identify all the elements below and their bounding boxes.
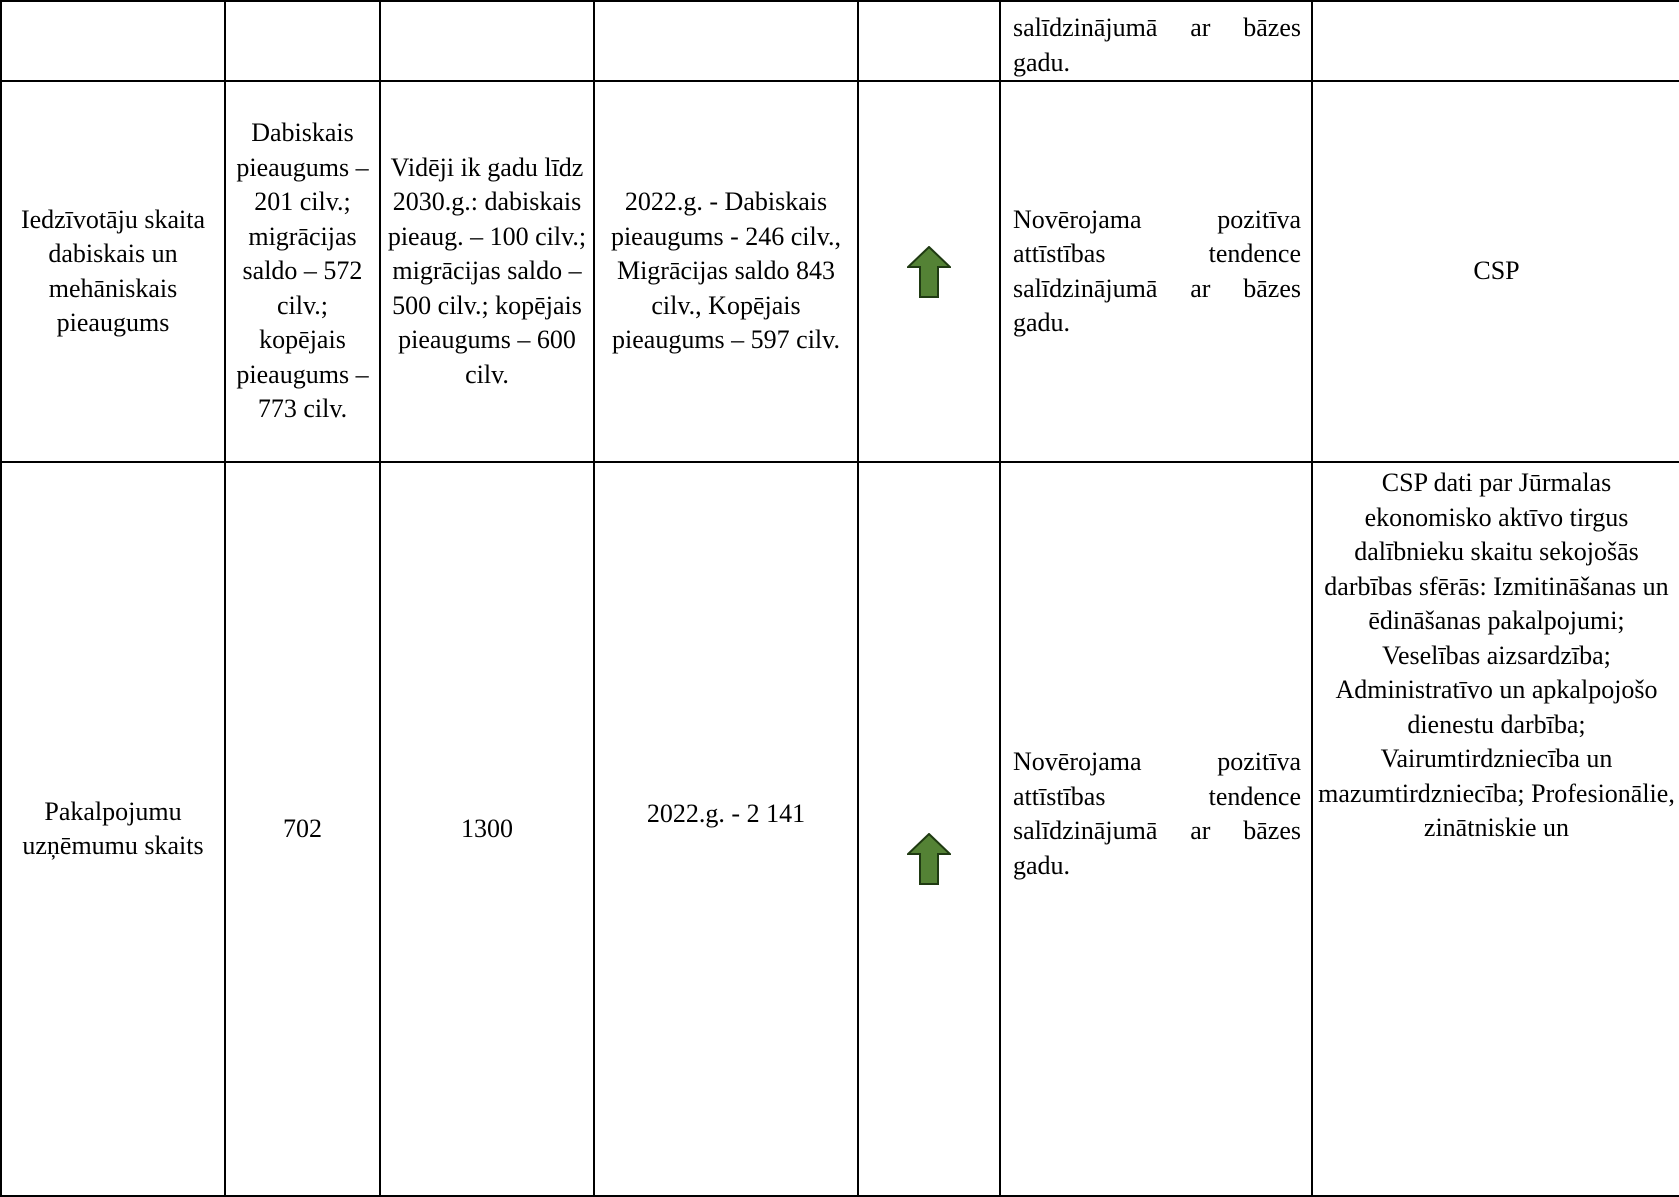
source-cell: CSP dati par Jūrmalas ekonomisko aktīvo tirgus dalībnieku skaitu sekojošās darbības sfērās: Izmitināšanas un ēdināšanas pakalpojumi; Veselības aizsardzība; Administratīvo un apkalpojošo dienestu darbība; Vairumtirdzniecība un mazumtirdzniecība; Profesionālie, zinātniskie un — [1312, 462, 1679, 1196]
indicator-cell: Pakalpojumu uzņēmumu skaits — [1, 462, 225, 1196]
base-value-cell: 702 — [225, 462, 380, 1196]
trend-cell — [858, 81, 1000, 462]
table-cell — [225, 1, 380, 81]
up-arrow-icon — [859, 833, 999, 885]
target-value-cell: Vidēji ik gadu līdz 2030.g.: dabiskais pieaug. – 100 cilv.; migrācijas saldo – 500 cilv.; kopējais pieaugums – 600 cilv. — [380, 81, 594, 462]
target-value-cell: 1300 — [380, 462, 594, 1196]
table-cell — [1000, 1, 1312, 81]
table-cell — [594, 1, 858, 81]
trend-cell — [858, 462, 1000, 1196]
table-row — [1, 1, 1679, 81]
table-cell — [1, 1, 225, 81]
table-cell — [1312, 1, 1679, 81]
indicator-cell: Iedzīvotāju skaita dabiskais un mehāniskais pieaugums — [1, 81, 225, 462]
assessment-cell: Novērojama pozitīva attīstības tendence salīdzinājumā ar bāzes gadu. — [1000, 462, 1312, 1196]
up-arrow-icon — [859, 246, 999, 298]
table-row — [1, 81, 1679, 462]
actual-value-cell: 2022.g. - Dabiskais pieaugums - 246 cilv., Migrācijas saldo 843 cilv., Kopējais pieaugums – 597 cilv. — [594, 81, 858, 462]
source-cell: CSP — [1312, 81, 1679, 462]
table-row — [1, 462, 1679, 1196]
assessment-cell: Novērojama pozitīva attīstības tendence salīdzinājumā ar bāzes gadu. — [1000, 81, 1312, 462]
actual-value-cell: 2022.g. - 2 141 — [594, 462, 858, 1196]
table-cell — [380, 1, 594, 81]
table-cell — [858, 1, 1000, 81]
assessment-text: salīdzinājumā ar bāzes gadu. — [1013, 13, 1301, 77]
base-value-cell: Dabiskais pieaugums – 201 cilv.; migrācijas saldo – 572 cilv.; kopējais pieaugums – 773 cilv. — [225, 81, 380, 462]
